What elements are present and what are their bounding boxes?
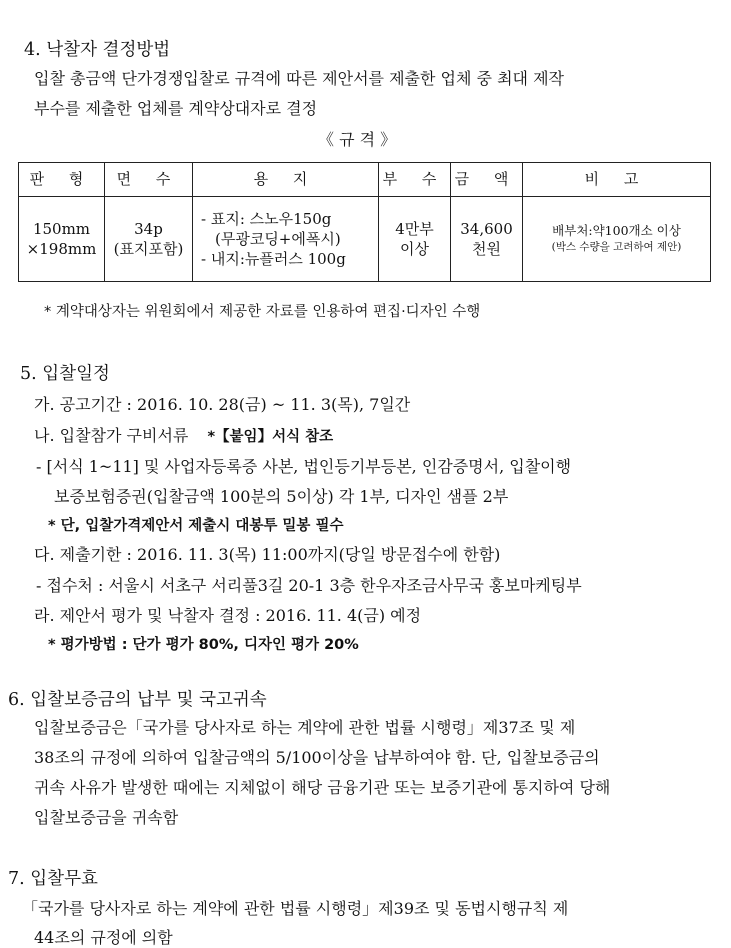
section-4-note: * 계약대상자는 위원회에서 제공한 자료를 인용하여 편집·디자인 수행 — [44, 304, 481, 320]
col-header-copies: 부 수 — [379, 163, 451, 197]
section-4-line-2: 부수를 제출한 업체를 계약상대자로 결정 — [34, 99, 318, 118]
section-6-line-4: 입찰보증금을 귀속함 — [34, 808, 179, 827]
cell-amount-line-1: 34,600 — [460, 219, 513, 238]
item-na — [34, 423, 333, 446]
cell-paper — [193, 197, 379, 282]
col-header-pages: 면 수 — [105, 163, 193, 197]
cell-copies-line-1: 4만부 — [395, 219, 434, 238]
docs-line-2: 보증보험증권(입찰금액 100분의 5이상) 각 1부, 디자인 샘플 2부 — [54, 487, 509, 506]
cell-amount-line-2: 천원 — [472, 240, 501, 258]
cell-remarks-line-1: 배부처:약100개소 이상 — [552, 223, 681, 239]
col-header-paper: 용 지 — [193, 163, 379, 197]
section-4-heading: 4. 낙찰자 결정방법 — [24, 40, 171, 60]
item-da: 다. 제출기한 : 2016. 11. 3(목) 11:00까지(당일 방문접수에 한함) — [34, 545, 501, 564]
table-row — [19, 197, 711, 282]
section-7-heading: 7. 입찰무효 — [8, 869, 98, 889]
item-da-sub: - 접수처 : 서울시 서초구 서리풀3길 20-1 3층 한우자조금사무국 홍보마케팅부 — [36, 576, 582, 595]
col-header-remarks: 비 고 — [523, 163, 711, 197]
cell-paper-line-1: - 표지: 스노우150g — [201, 209, 332, 228]
section-5-heading: 5. 입찰일정 — [20, 364, 110, 384]
cell-size-line-1: 150mm — [32, 219, 91, 238]
spec-table-header-row — [19, 163, 711, 197]
cell-amount — [451, 197, 523, 282]
section-7-line-1: 「국가를 당사자로 하는 계약에 관한 법률 시행령」제39조 및 동법시행규칙 제 — [22, 899, 569, 918]
item-ra: 라. 제안서 평가 및 낙찰자 결정 : 2016. 11. 4(금) 예정 — [34, 606, 422, 625]
section-4-line-1: 입찰 총금액 단가경쟁입찰로 규격에 따른 제안서를 제출한 업체 중 최대 제작 — [34, 69, 564, 88]
item-ra-note: * 평가방법 : 단가 평가 80%, 디자인 평가 20% — [48, 637, 359, 653]
cell-pages — [105, 197, 193, 282]
section-6-line-2: 38조의 규정에 의하여 입찰금액의 5/100이상을 납부하여야 함. 단, 입찰보증금의 — [34, 748, 600, 767]
cell-paper-line-3: - 내지:뉴플러스 100g — [201, 250, 346, 269]
cell-copies — [379, 197, 451, 282]
item-na-note: *【붙임】서식 참조 — [207, 429, 334, 445]
section-6-heading: 6. 입찰보증금의 납부 및 국고귀속 — [8, 690, 267, 710]
spec-table — [18, 162, 711, 282]
section-6-line-3: 귀속 사유가 발생한 때에는 지체없이 해당 금융기관 또는 보증기관에 통지하여 당해 — [34, 778, 611, 797]
docs-line-1: - [서식 1~11] 및 사업자등록증 사본, 법인등기부등본, 인감증명서, 입찰이행 — [36, 457, 572, 476]
col-header-amount: 금 액 — [451, 163, 523, 197]
cell-size — [19, 197, 105, 282]
col-header-size: 판 형 — [19, 163, 105, 197]
cell-remarks-line-2: (박스 수량을 고려하여 제안) — [551, 241, 682, 254]
docs-note: * 단, 입찰가격제안서 제출시 대봉투 밀봉 필수 — [48, 518, 344, 534]
cell-copies-line-2: 이상 — [400, 240, 429, 258]
section-6-line-1: 입찰보증금은「국가를 당사자로 하는 계약에 관한 법률 시행령」제37조 및 제 — [34, 718, 576, 737]
item-na-text: 나. 입찰참가 구비서류 — [34, 426, 189, 445]
cell-pages-line-1: 34p — [134, 219, 163, 238]
cell-size-line-2: ×198mm — [26, 240, 97, 258]
cell-remarks — [523, 197, 711, 282]
section-7-line-2: 44조의 규정에 의함 — [34, 928, 173, 947]
item-ga: 가. 공고기간 : 2016. 10. 28(금) ~ 11. 3(목), 7일간 — [34, 395, 411, 414]
cell-paper-line-2: (무광코딩+에폭시) — [215, 229, 341, 248]
cell-pages-line-2: (표지포함) — [113, 240, 184, 258]
spec-title: 《 규 격 》 — [318, 130, 397, 149]
